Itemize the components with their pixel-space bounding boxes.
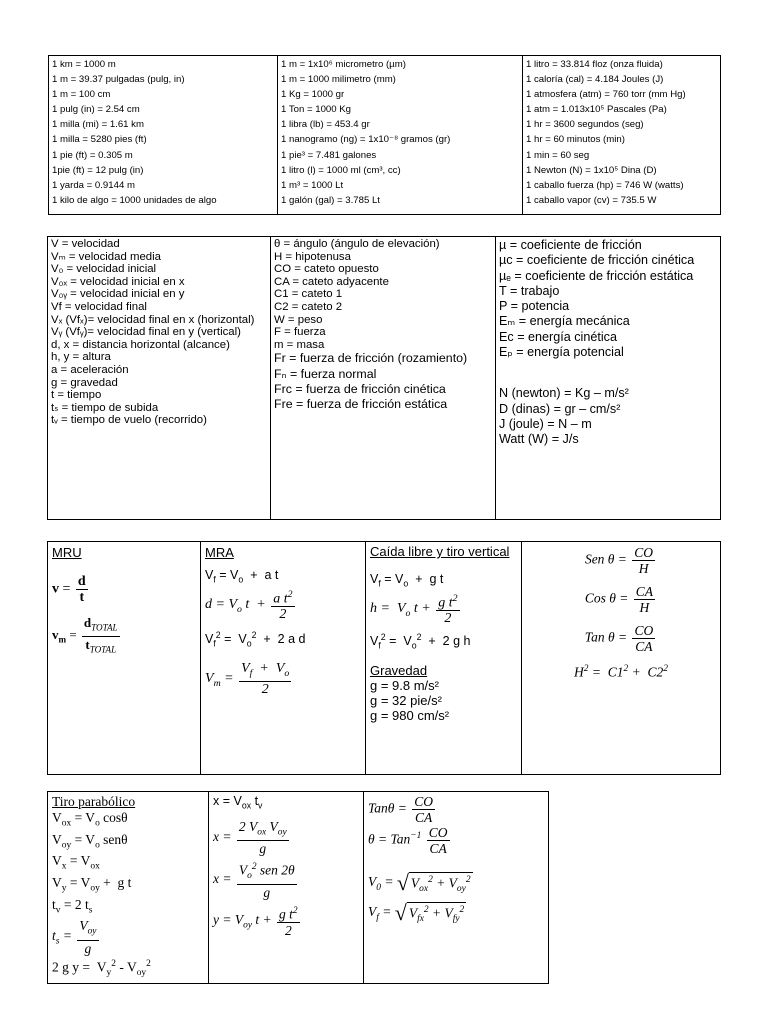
y-position-formula: $y = V_{oy}$ t + $\frac{g t^2}{2}$	[213, 906, 298, 938]
symbol-item: Eₘ = energía mecánica	[499, 314, 630, 329]
symbol-item: C1 = cateto 1	[274, 288, 343, 301]
conversion-item: 1 Kg = 1000 gr	[281, 89, 345, 101]
conversion-item: 1 litro = 33.814 floz (onza fluida)	[526, 59, 663, 70]
caida-velocity-formula: $V_f = V_o + g$ t	[370, 572, 444, 589]
projectile-distance-cell	[209, 792, 364, 984]
conversion-column-1	[49, 56, 278, 215]
mru-title: MRU	[52, 545, 82, 560]
symbol-item: µ = coeficiente de fricción	[499, 238, 642, 252]
conversion-table	[48, 55, 721, 215]
symbol-item: F = fuerza	[274, 326, 326, 339]
flight-time-formula: $t_v = 2$ $t_s$	[52, 896, 93, 916]
x-velocity-time-formula: $x = V_{ox}$ $t_v$	[213, 794, 263, 811]
conversion-item: 1 pie³ = 7.481 galones	[281, 149, 377, 161]
caida-libre-cell	[366, 542, 522, 775]
symbols-column-3	[496, 237, 721, 520]
symbol-item: Vf = velocidad final	[51, 300, 147, 313]
symbol-item: T = trabajo	[499, 283, 560, 298]
conversion-item: 1 m = 1x10⁶ micrometro (µm)	[281, 59, 406, 70]
conversion-item: 1 yarda = 0.9144 m	[52, 179, 135, 191]
conversion-item: 1 Newton (N) = 1x10⁵ Dina (D)	[526, 164, 657, 176]
conversion-item: 1 milla (mi) = 1.61 km	[52, 119, 144, 131]
conversion-item: 1 nanogramo (ng) = 1x10⁻⁸ gramos (gr)	[281, 134, 451, 146]
conversion-item: 1 pulg (in) = 2.54 cm	[52, 104, 140, 116]
symbol-item: tᵥ = tiempo de vuelo (recorrido)	[51, 414, 207, 427]
symbol-item: m = masa	[274, 338, 325, 351]
conversion-item: 1 pie (ft) = 0.305 m	[52, 149, 133, 161]
symbol-item: V₀ = velocidad inicial	[51, 263, 157, 276]
symbols-column-1	[48, 237, 271, 520]
projectile-formulas-table	[47, 791, 549, 984]
symbol-item: H = hipotenusa	[274, 250, 351, 263]
unit-item: J (joule) = N – m	[499, 416, 592, 431]
symbol-item: tₛ = tiempo de subida	[51, 401, 159, 414]
voy-formula: $V_{oy} = V_o$ senθ	[52, 831, 128, 851]
symbol-item: Fr = fuerza de fricción (rozamiento)	[274, 351, 468, 366]
mru-cell	[48, 542, 201, 775]
symbol-item: Fₙ = fuerza normal	[274, 366, 377, 381]
vy-formula: $V_y = V_{oy} + g$ t	[52, 875, 132, 894]
vox-formula: $V_{ox} = V_o$ cosθ	[52, 810, 128, 829]
tiro-parabolico-cell	[48, 792, 209, 984]
symbol-item: Frc = fuerza de fricción cinética	[274, 381, 446, 396]
x-angle-formula: x = $\frac{V_o^2 sen 2\theta}{g}$	[213, 862, 295, 901]
conversion-item: 1 caballo vapor (cv) = 735.5 W	[526, 194, 657, 206]
x-flight-formula: x = $\frac{2 V_{ox} V_{oy}}{g}$	[213, 818, 287, 857]
mru-mean-velocity-formula: $v_m$ = $\frac{d_{TOTAL}}{t_{TOTAL}}$	[52, 615, 118, 655]
caida-libre-title: Caída libre y tiro vertical	[370, 544, 510, 559]
symbol-item: Eₚ = energía potencial	[499, 345, 624, 360]
caida-velocity-squared-formula: $V_f^2 = V_o^2 + 2$ g h	[370, 632, 471, 651]
mra-mean-velocity-formula: $V_m$ = $\frac{V_f + V_o}{2}$	[205, 660, 290, 697]
final-velocity-formula: $V_f$ = √ $V_{fx}^2 + V_{fy}^2$	[368, 900, 465, 925]
mra-distance-formula: $d = V_o$ t + $\frac{a t^2}{2}$	[205, 588, 293, 623]
conversion-column-2	[278, 56, 523, 215]
initial-velocity-formula: $V_0$ = √ $V_{ox}^2 + V_{oy}^2$	[368, 870, 471, 895]
mra-velocity-squared-formula: $V_f^2 = V_o^2 + 2$ a d	[205, 630, 306, 649]
symbol-item: CA = cateto adyacente	[274, 275, 389, 288]
conversion-item: 1 caballo fuerza (hp) = 746 W (watts)	[526, 179, 684, 191]
conversion-item: 1 libra (lb) = 453.4 gr	[281, 119, 370, 131]
symbol-item: CO = cateto opuesto	[274, 263, 379, 276]
conversion-item: 1 kilo de algo = 1000 unidades de algo	[52, 194, 217, 206]
mra-velocity-formula: $V_f = V_o + a$ t	[205, 568, 279, 585]
projectile-angle-cell	[364, 792, 549, 984]
symbols-table	[47, 236, 721, 520]
tangent-formula: Tan θ = $\frac{CO}{CA}$	[584, 623, 654, 654]
symbol-item: µc = coeficiente de fricción cinética	[499, 253, 695, 268]
tan-theta-formula: Tanθ = $\frac{CO}{CA}$	[368, 794, 434, 825]
symbol-item: d, x = distancia horizontal (alcance)	[51, 338, 230, 351]
sine-formula: Sen θ = $\frac{CO}{H}$	[584, 545, 654, 576]
unit-item: D (dinas) = gr – cm/s²	[499, 401, 621, 416]
symbol-item: Vₘ = velocidad media	[51, 250, 161, 263]
symbol-item: Fre = fuerza de fricción estática	[274, 397, 448, 412]
conversion-column-3	[523, 56, 721, 215]
conversion-item: 1 m³ = 1000 Lt	[281, 179, 344, 191]
conversion-item: 1 milla = 5280 pies (ft)	[52, 134, 147, 146]
symbol-item: P = potencia	[499, 299, 570, 314]
gravedad-value: g = 9.8 m/s²	[370, 677, 439, 693]
symbol-item: µₑ = coeficiente de fricción estática	[499, 268, 694, 283]
mra-title: MRA	[205, 545, 234, 560]
conversion-item: 1 litro (l) = 1000 ml (cm³, cc)	[281, 164, 401, 176]
conversion-item: 1 atm = 1.013x10⁵ Pascales (Pa)	[526, 104, 667, 116]
mru-velocity-formula: v = $\frac{d}{t}$	[52, 574, 86, 605]
symbol-item: Vᵧ (Vfᵧ)= velocidad final en y (vertical)	[51, 326, 241, 339]
gravedad-title: Gravedad	[370, 662, 428, 678]
symbol-item: a = aceleración	[51, 363, 129, 376]
conversion-item: 1 Ton = 1000 Kg	[281, 104, 351, 116]
symbol-item: Ec = energía cinética	[499, 329, 617, 344]
conversion-item: 1 hr = 60 minutos (min)	[526, 134, 625, 146]
symbol-item: W = peso	[274, 313, 323, 326]
trigonometry-cell	[522, 542, 721, 775]
unit-item: N (newton) = Kg – m/s²	[499, 386, 629, 401]
conversion-item: 1 galón (gal) = 3.785 Lt	[281, 194, 380, 206]
symbol-item: V = velocidad	[51, 238, 120, 250]
tiro-parabolico-title: Tiro parabólico	[52, 794, 136, 809]
caida-height-formula: $h = V_o$ t + $\frac{g t^2}{2}$	[370, 592, 458, 627]
symbol-item: V₀ₓ = velocidad inicial en x	[51, 275, 185, 288]
conversion-item: 1 m = 100 cm	[52, 89, 111, 101]
conversion-item: 1 m = 1000 milimetro (mm)	[281, 74, 396, 86]
conversion-item: 1 atmosfera (atm) = 760 torr (mm Hg)	[526, 89, 686, 101]
conversion-item: 1 hr = 3600 segundos (seg)	[526, 119, 644, 131]
conversion-item: 1 m = 39.37 pulgadas (pulg, in)	[52, 74, 185, 86]
conversion-item: 1pie (ft) = 12 pulg (in)	[52, 164, 144, 176]
height-velocity-formula: 2 g $y = V_y^2 - V_{oy}^2$	[52, 959, 151, 979]
kinematics-formulas-table	[47, 541, 721, 775]
mra-cell	[201, 542, 366, 775]
symbols-column-2	[271, 237, 496, 520]
symbol-item: V₀ᵧ = velocidad inicial en y	[51, 288, 185, 301]
vx-formula: $V_x = V_{ox}$	[52, 853, 100, 873]
pythagoras-formula: $H^2 = C1^2 + C2^2$	[574, 664, 668, 680]
gravedad-value: g = 32 pie/s²	[370, 692, 442, 708]
symbol-item: h, y = altura	[51, 351, 111, 364]
cosine-formula: Cos θ = $\frac{CA}{H}$	[584, 584, 654, 615]
symbol-item: θ = ángulo (ángulo de elevación)	[274, 238, 440, 250]
symbol-item: Vₓ (Vfₓ)= velocidad final en x (horizontal)	[51, 313, 255, 326]
symbol-item: C2 = cateto 2	[274, 300, 343, 313]
conversion-item: 1 km = 1000 m	[52, 59, 116, 70]
symbol-item: t = tiempo	[51, 389, 102, 402]
gravedad-value: g = 980 cm/s²	[370, 707, 450, 723]
conversion-item: 1 min = 60 seg	[526, 149, 590, 161]
symbol-item: g = gravedad	[51, 376, 118, 389]
rise-time-formula: $t_s$ = $\frac{V_{oy}}{g}$	[52, 918, 97, 957]
theta-formula: θ = Tan$^{-1}$ $\frac{CO}{CA}$	[368, 825, 448, 856]
unit-item: Watt (W) = J/s	[499, 432, 579, 447]
conversion-item: 1 caloría (cal) = 4.184 Joules (J)	[526, 74, 664, 86]
